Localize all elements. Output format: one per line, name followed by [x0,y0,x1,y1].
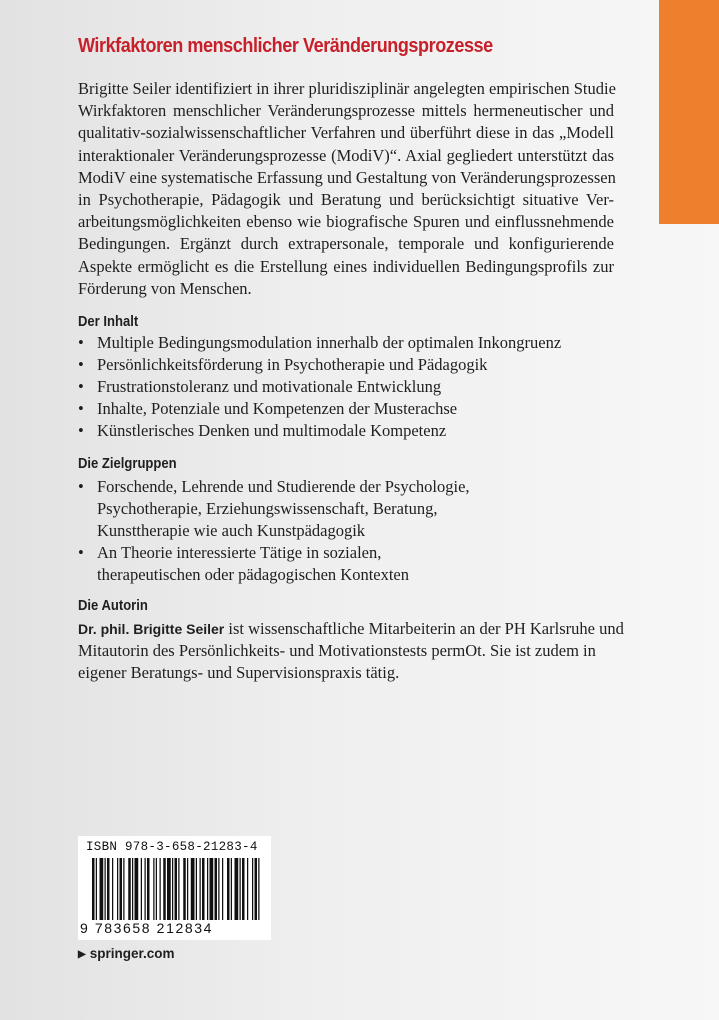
barcode-bar [145,858,146,920]
barcode-bar [105,858,106,920]
list-item [78,476,618,542]
barcode-bar [153,858,154,920]
barcode-bar [160,858,161,920]
author-bio-line: eigener Beratungs- und Supervisionspraxis tätig. [78,663,400,683]
barcode-bar [227,858,230,920]
barcode-bar [147,858,150,920]
barcode-bar [178,858,179,920]
intro-line: interaktionaler Veränderungsprozesse (ModiV)“. Axial gegliedert unterstützt das [78,145,614,165]
isbn-label: ISBN 978-3-658-21283-4 [86,840,258,854]
list-item-text: • Inhalte, Potenziale und Kompetenzen der Musterachse [97,398,458,418]
author-bio [78,618,624,685]
publisher-url: springer.com [89,946,175,961]
barcode-bar [175,858,178,920]
list-item [78,542,618,586]
barcode-bar [96,858,97,920]
list-item-text: Psychotherapie, Erziehungswissenschaft, Beratung, [97,498,438,518]
barcode-bar [202,858,205,920]
barcode-bar [255,858,258,920]
barcode-bar [231,858,232,920]
barcode-bar [163,858,166,920]
autorin-heading: Die Autorin [78,598,148,614]
barcode-bar [135,858,139,920]
author-bio-line [78,618,624,640]
barcode-digits: 9 783658 212834 [80,920,213,936]
barcode-bar [92,858,95,920]
barcode-bar [123,858,124,920]
arrow-right-icon: ▶ [78,949,86,960]
list-item [78,420,618,442]
barcode-bars [92,858,264,926]
barcode-bar [141,858,142,920]
inhalt-list [78,332,618,442]
barcode-bar [120,858,123,920]
barcode-bar [196,858,197,920]
barcode-bar [112,858,113,920]
author-bio-line: Mitautorin des Persönlichkeits- und Motivationstests permOt. Sie ist zudem in [78,641,596,661]
list-item-text: • Multiple Bedingungsmodulation innerhalb der optimalen Inkongruenz [97,333,562,352]
barcode-bar [258,858,259,920]
barcode-bar [128,858,131,920]
barcode-bar [218,858,219,920]
barcode-bar [242,858,245,920]
list-item [78,332,618,354]
intro-line: Wirkfaktoren menschlicher Veränderungsprozesse mittels hermeneutischer und [78,101,614,121]
barcode-bar [100,858,104,920]
zielgruppen-list [78,476,618,586]
intro-line: Aspekte ermöglicht es die Erstellung eines individuellen Bedingungsprofils zur [78,256,614,276]
list-item-text: Kunsttherapie wie auch Kunstpädagogik [97,520,366,540]
intro-line: ModiV eine systematische Erfassung und Gestaltung von Veränderungsprozessen [78,167,616,187]
orange-color-tab [659,0,719,224]
intro-line: in Psychotherapie, Pädagogik und Beratung und berücksichtigt situative Ver- [78,190,614,210]
list-item-text: • An Theorie interessierte Tätige in sozialen, [97,542,382,562]
list-item-text: • Persönlichkeitsförderung in Psychotherapie und Pädagogik [97,354,488,374]
intro-paragraph [78,78,614,300]
intro-line: Förderung von Menschen. [78,278,252,298]
barcode-bar [235,858,239,920]
list-item-text: • Forschende, Lehrende und Studierende der Psychologie, [97,477,470,496]
barcode-bar [191,858,195,920]
barcode-bar [222,858,223,920]
list-item [78,398,618,420]
list-item [78,376,618,398]
barcode-bar [183,858,186,920]
barcode [78,836,271,940]
barcode-bar [156,858,157,920]
intro-line: Brigitte Seiler identifiziert in ihrer pluridisziplinär angelegten empirischen Studie [78,79,616,98]
barcode-bar [167,858,171,920]
barcode-bar [117,858,118,920]
barcode-bar [215,858,218,920]
barcode-bar [187,858,188,920]
zielgruppen-heading: Die Zielgruppen [78,456,177,472]
intro-line: Bedingungen. Ergänzt durch extrapersonale, temporale und konfigurierende [78,234,614,254]
intro-line: qualitativ-sozialwissenschaftlicher Verfahren und überführt diese in das „Modell [78,123,614,143]
inhalt-heading: Der Inhalt [78,314,139,330]
barcode-bar [132,858,133,920]
publisher-link[interactable] [78,946,174,961]
author-bio-text: ist wissenschaftliche Mitarbeiterin an der PH Karlsruhe und [224,619,624,638]
barcode-bar [210,858,214,920]
list-item-text: • Künstlerisches Denken und multimodale Kompetenz [97,420,447,440]
barcode-bar [200,858,201,920]
barcode-bar [172,858,173,920]
list-item [78,354,618,376]
barcode-bar [207,858,208,920]
intro-line: arbeitungsmöglichkeiten ebenso wie biografische Spuren und einflussnehmende [78,212,614,232]
barcode-bar [247,858,248,920]
barcode-bar [240,858,241,920]
barcode-bar [252,858,253,920]
author-name: Dr. phil. Brigitte Seiler [78,621,225,637]
page-title: Wirkfaktoren menschlicher Veränderungsprozesse [78,34,493,57]
list-item-text: • Frustrationstoleranz und motivationale Entwicklung [97,376,442,396]
barcode-bar [107,858,110,920]
list-item-text: therapeutischen oder pädagogischen Kontexten [97,564,410,584]
